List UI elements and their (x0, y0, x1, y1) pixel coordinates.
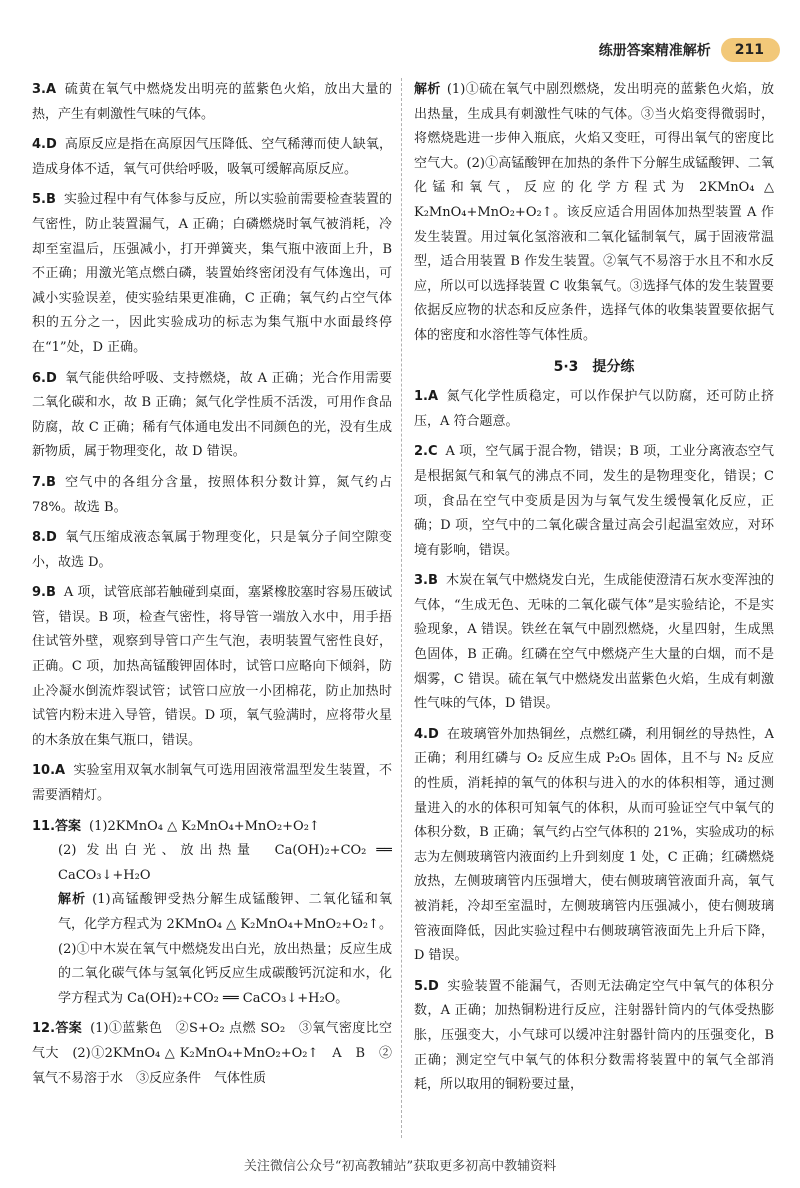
answer-item (32, 1017, 392, 1091)
question-number: 7.B (32, 474, 56, 490)
answer-text: 硫黄在氧气中燃烧发出明亮的蓝紫色火焰，放出大量的热，产生有刺激性气味的气体。 (32, 82, 392, 122)
answer-text: 氧气能供给呼吸、支持燃烧，故 A 正确；光合作用需要二氧化碳和水，故 B 正确；氮气化学性质不活泼，可用作食品防腐，故 C 正确；稀有气体通电发出不同颜色的光，没有生成新物质，属于物理变化，故 D 错误。 (32, 370, 392, 460)
answer-item (32, 526, 392, 575)
column-divider (401, 78, 402, 1138)
footer-note: 关注微信公众号“初高教辅站”获取更多初高中教辅资料 (243, 1159, 557, 1174)
left-column (32, 78, 392, 1142)
question-number: 12.答案 (32, 1021, 83, 1037)
answer-text: 氮气化学性质稳定，可以作保护气以防腐，还可防止挤压，A 符合题意。 (414, 389, 774, 429)
question-number: 10.A (32, 763, 66, 779)
answer-item (414, 385, 774, 434)
answer-text: A 项，试管底部若触碰到桌面，塞紧橡胶塞时容易压破试管，错误。B 项，检查气密性，将导管一端放入水中，用手捂住试管外壁，观察到导管口产生气泡，表明装置气密性良好，正确。C 项，加热高锰酸钾固体时，试管口应略向下倾斜，防止冷凝水倒流炸裂试管；试管口应放一小团棉花，防止加热时试管内粉末进入导管，错误。D 项，氧气验满时，应将带火星的木条放在集气瓶口，错误。 (32, 585, 392, 748)
question-number: 9.B (32, 585, 56, 601)
answer-text: 实验室用双氧水制氧气可选用固液常温型发生装置，不需要酒精灯。 (32, 763, 392, 804)
question-number: 5.B (32, 192, 56, 208)
page-number-badge: 211 (721, 38, 780, 62)
analysis-label: 解析 (58, 892, 87, 908)
answer-item (414, 723, 774, 969)
question-number: 1.A (414, 389, 439, 405)
answer-item (32, 471, 392, 520)
analysis-block (414, 78, 774, 349)
answer-item (414, 569, 774, 717)
answer-text: (1)①蓝紫色 ②S+O₂ 点燃 SO₂ ③氧气密度比空气大 (2)①2KMnO₄ △ K₂MnO₄+MnO₂+O₂↑ A B ②氧气不易溶于水 ③反应条件 气体性质 (32, 1021, 392, 1086)
answer-text: A 项，空气属于混合物，错误；B 项，工业分离液态空气是根据氮气和氧气的沸点不同，发生的是物理变化，错误；C 项，食品在空气中变质是因为与氧气发生缓慢氧化反应，正确；D 项，空气中的二氧化碳含量过高会引起温室效应，对环境有影响，错误。 (414, 444, 774, 558)
question-number: 11.答案 (32, 818, 82, 834)
answer-item (32, 188, 392, 360)
question-number: 8.D (32, 530, 57, 546)
question-number: 5.D (414, 978, 439, 994)
page-header (599, 38, 780, 62)
answer-item (32, 367, 392, 465)
answer-item (32, 815, 392, 1012)
header-title: 练册答案精准解析 (598, 43, 711, 59)
answer-text: 实验装置不能漏气，否则无法确定空气中氧气的体积分数，A 正确；加热铜粉进行反应，注射器针筒内的气体受热膨胀，压强变大，小气球可以缓冲注射器针筒内的压强变化，B 正确；测定空气中氧气的体积分数需将装置中的氧气全部消耗，所以取用的铜粉要过量， (414, 978, 774, 1093)
question-number: 6.D (32, 370, 57, 386)
analysis-text: (1)高锰酸钾受热分解生成锰酸钾、二氧化锰和氧气，化学方程式为 2KMnO₄ △ K₂MnO₄+MnO₂+O₂↑。(2)①中木炭在氧气中燃烧发出白光，放出热量；反应生成的二氧化碳气体与氢氧化钙反应生成碳酸钙沉淀和水，化学方程式为 Ca(OH)₂+CO₂ ══ CaCO₃↓+H₂O。 (58, 892, 392, 1006)
answer-text: 木炭在氧气中燃烧发白光，生成能使澄清石灰水变浑浊的气体，“生成无色、无味的二氧化碳气体”是实验结论，不是实验现象，A 错误。铁丝在氧气中剧烈燃烧，火星四射，生成黑色固体，B 正确。红磷在空气中燃烧产生大量的白烟，而不是烟雾，C 错误。硫在氧气中燃烧发出蓝紫色火焰，生成有刺激性气味的气体，D 错误。 (414, 573, 774, 712)
analysis-text: (1)①硫在氧气中剧烈燃烧，发出明亮的蓝紫色火焰，放出热量，生成具有刺激性气味的气体。③当火焰变得微弱时，将燃烧匙进一步伸入瓶底，火焰又变旺，可得出氧气的密度比空气大。(2)①高锰酸钾在加热的条件下分解生成锰酸钾、二氧化锰和氧气，反应的化学方程式为 2KMnO₄ △ K₂MnO₄+MnO₂+O₂↑。该反应适合用固体加热型装置 A 作发生装置。用过氧化氢溶液和二氧化锰制氧气，属于固液常温型，适合用装置 B 作发生装置。②氧气不易溶于水且不和水反应，所以可以选择装置 C 收集氧气。③选择气体的发生装置要依据反应物的状态和反应条件，选择气体的收集装置要依据气体的密度和水溶性等气体性质。 (414, 82, 774, 343)
answer-text: 在玻璃管外加热铜丝，点燃红磷，利用铜丝的导热性，A 正确；利用红磷与 O₂ 反应生成 P₂O₅ 固体，且不与 N₂ 反应的性质，消耗掉的氧气的体积与进入的水的体积相等，通过测量进入的水的体积可知氧气的体积，从而可验证空气中氧气的体积分数，B 正确；氧气约占空气体积的 21%，实验成功的标志为左侧玻璃管内液面约上升到刻度 1 处，C 正确；红磷燃烧放热，左侧玻璃管内压强增大，使右侧玻璃管液面升高，氧气被消耗，冷却至室温时，左侧玻璃管内压强减小，使右侧玻璃管液面降低，因此实验过程中右侧玻璃管液面先上升后下降，D 错误。 (414, 726, 774, 964)
answer-text: (1)2KMnO₄ △ K₂MnO₄+MnO₂+O₂↑ (89, 818, 320, 834)
answer-item (32, 133, 392, 182)
answer-item (414, 975, 774, 1098)
question-number: 4.D (414, 726, 439, 742)
question-number: 3.A (32, 82, 57, 97)
question-number: 2.C (414, 444, 438, 460)
section-title: 5·3 提分练 (553, 358, 635, 375)
answer-extra: (2) 发出白光、放出热量 Ca(OH)₂+CO₂ ══ CaCO₃↓+H₂O (58, 843, 392, 883)
answer-item (32, 78, 392, 127)
answer-item (414, 440, 774, 563)
question-number: 4.D (32, 137, 57, 153)
answer-text: 氧气压缩成液态氧属于物理变化，只是氧分子间空隙变小，故选 D。 (32, 530, 392, 570)
answer-text: 实验过程中有气体参与反应，所以实验前需要检查装置的气密性，防止装置漏气，A 正确；白磷燃烧时氧气被消耗，冷却至室温后，压强减小，打开弹簧夹，集气瓶中液面上升，B 不正确；用激光笔点燃白磷，装置始终密闭没有气体逸出，可减小实验误差，使实验结果更准确，C 正确；氧气约占空气体积的五分之一，因此实验成功的标志为集气瓶中水面最终停在“1”处，D 正确。 (32, 192, 392, 355)
answer-text: 空气中的各组分含量，按照体积分数计算，氮气约占 78%。故选 B。 (32, 474, 392, 515)
analysis-block (32, 888, 392, 1011)
analysis-label: 解析 (414, 82, 441, 97)
right-column (414, 78, 774, 1142)
answer-text: 高原反应是指在高原因气压降低、空气稀薄而使人缺氧，造成身体不适，氧气可供给呼吸，吸氧可缓解高原反应。 (32, 137, 392, 177)
answer-item (32, 759, 392, 808)
answer-item (32, 581, 392, 753)
question-number: 3.B (414, 573, 438, 589)
